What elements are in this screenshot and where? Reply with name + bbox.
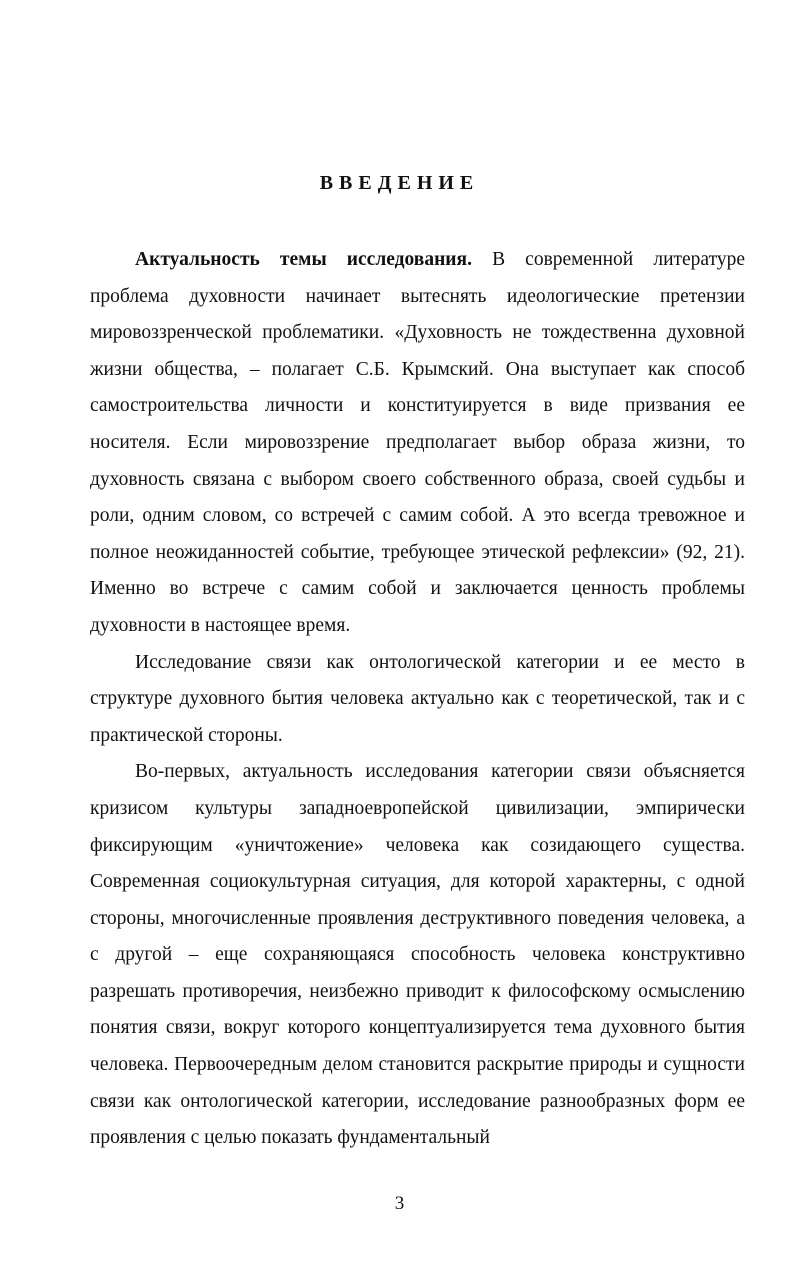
paragraph-text: В современной литературе проблема духовности начинает вытеснять идеологические претензии мировоззренческой проблематики. «Духовность не тождественна духовной жизни общества, – полагает С.Б. Крымский. Она выступает как способ самостроительства личности и конституируется в виде призвания ее носителя. Если мировоззрение предполагает выбор образа жизни, то духовность связана с выбором своего собственного образа, своей судьбы и роли, одним словом, со встречей с самим собой. А это всегда тревожное и полное неожиданностей событие, требующее этической рефлексии» (92, 21). Именно во встрече с самим собой и заключается ценность проблемы духовности в настоящее время.	[90, 249, 745, 636]
paragraph-text: Исследование связи как онтологической категории и ее место в структуре духовного бытия человека актуально как с теоретической, так и с практической стороны.	[90, 651, 745, 746]
paragraph-relevance	[90, 242, 745, 645]
paragraph-lead: Актуальность темы исследования.	[135, 249, 472, 270]
page-number: 3	[394, 1193, 405, 1214]
paragraph-text: Во-первых, актуальность исследования категории связи объясняется кризисом культуры западноевропейской цивилизации, эмпирически фиксирующим «уничтожение» человека как созидающего существа. Современная социокультурная ситуация, для которой характерны, с одной стороны, многочисленные проявления деструктивного поведения человека, а с другой – еще сохраняющаяся способность человека конструктивно разрешать противоречия, неизбежно приводит к философскому осмыслению понятия связи, вокруг которого концептуализируется тема духовного бытия человека. Первоочередным делом становится раскрытие природы и сущности связи как онтологической категории, исследование разнообразных форм ее проявления с целью показать фундаментальный	[90, 761, 745, 1149]
paragraph-research-connection	[90, 645, 745, 755]
page-title: ВВЕДЕНИЕ	[319, 172, 480, 194]
paragraph-first-reason	[90, 754, 745, 1157]
body-text	[90, 242, 745, 1157]
